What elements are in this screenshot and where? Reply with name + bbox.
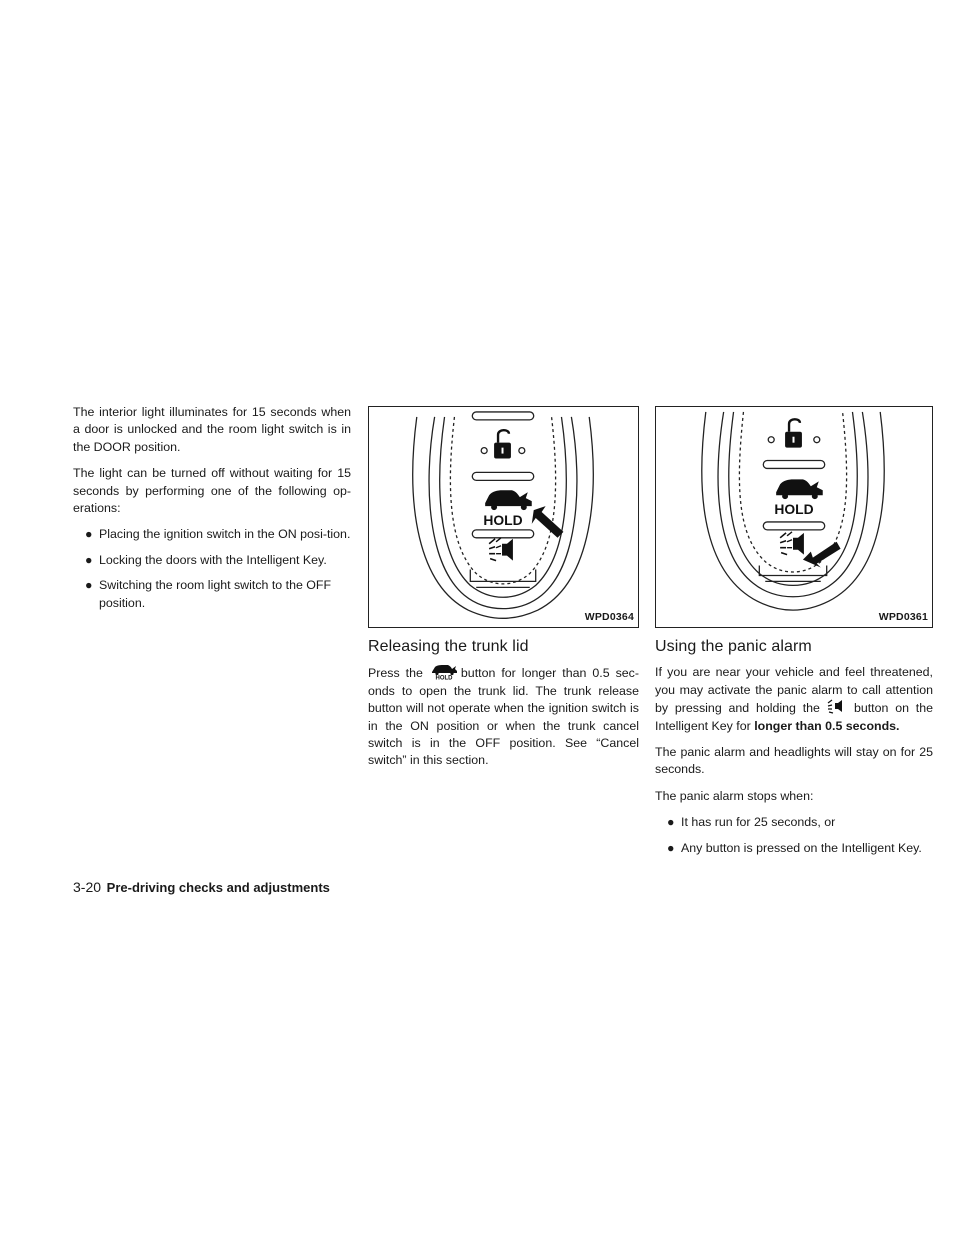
section-title: Pre-driving checks and adjustments <box>106 880 330 895</box>
bullet-icon: ● <box>85 527 93 542</box>
bullet-icon: ● <box>85 552 93 567</box>
figure-code: WPD0364 <box>584 610 634 623</box>
column-middle <box>368 406 639 770</box>
trunk-hold-button-icon <box>426 664 458 680</box>
arrow-pointer-icon <box>803 542 841 568</box>
list-item: ● Placing the ignition switch in the ON posi-tion. <box>85 526 351 543</box>
bullet-icon: ● <box>667 815 675 830</box>
panic-alarm-icon <box>780 532 804 555</box>
svg-text:HOLD: HOLD <box>435 675 453 681</box>
heading-panic-alarm: Using the panic alarm <box>655 638 812 655</box>
figure-trunk-release <box>368 406 639 628</box>
paragraph-panic-stops: The panic alarm stops when: <box>655 788 814 803</box>
bullet-list-operations <box>73 526 351 612</box>
key-fob-illustration <box>369 407 638 627</box>
list-item: ● Any button is pressed on the Intelligent Key. <box>667 840 933 857</box>
figure-code: WPD0361 <box>878 610 928 623</box>
bullet-icon: ● <box>667 840 675 855</box>
list-item: ● It has run for 25 seconds, or <box>667 814 933 831</box>
car-trunk-icon <box>485 490 532 510</box>
page-number: 3-20 <box>73 879 102 895</box>
column-right <box>655 406 933 865</box>
bullet-list-panic-stops <box>655 814 933 857</box>
car-trunk-icon <box>776 479 823 499</box>
page-footer <box>73 879 330 895</box>
paragraph-turn-off-light: The light can be turned off without waiting for 15 seconds by performing one of the following op-erations: <box>73 466 351 516</box>
panic-alarm-icon <box>489 538 513 561</box>
list-item: ● Switching the room light switch to the OFF position. <box>85 578 332 610</box>
lock-icon <box>494 430 511 458</box>
lock-icon <box>785 419 802 447</box>
list-item: ● Locking the doors with the Intelligent Key. <box>85 552 351 569</box>
bullet-icon: ● <box>85 578 93 593</box>
key-fob-illustration <box>656 407 932 627</box>
hold-label: HOLD <box>483 511 523 528</box>
panic-button-icon <box>826 699 846 714</box>
heading-releasing-trunk: Releasing the trunk lid <box>368 638 529 655</box>
paragraph-trunk-release: Press the HOLD button for longer than 0.5 sec-onds to open the trunk lid. The trunk release button will not operate when the ignition switch is in the ON position or when the trunk cancel switch is in the OFF position. See “Cancel switch” in this section. <box>368 666 639 768</box>
hold-label: HOLD <box>774 501 814 518</box>
paragraph-interior-light: The interior light illuminates for 15 seconds when a door is unlocked and the room light switch is in the DOOR position. <box>73 405 351 454</box>
paragraph-panic-activate: If you are near your vehicle and feel threatened, you may activate the panic alarm to call attention by pressing and holding the button on the Intelligent Key for longer than 0.5 seconds. <box>655 665 933 733</box>
arrow-pointer-icon <box>532 506 564 538</box>
column-left <box>73 404 351 620</box>
paragraph-panic-duration: The panic alarm and headlights will stay on for 25 seconds. <box>655 745 933 777</box>
figure-panic-alarm <box>655 406 933 628</box>
